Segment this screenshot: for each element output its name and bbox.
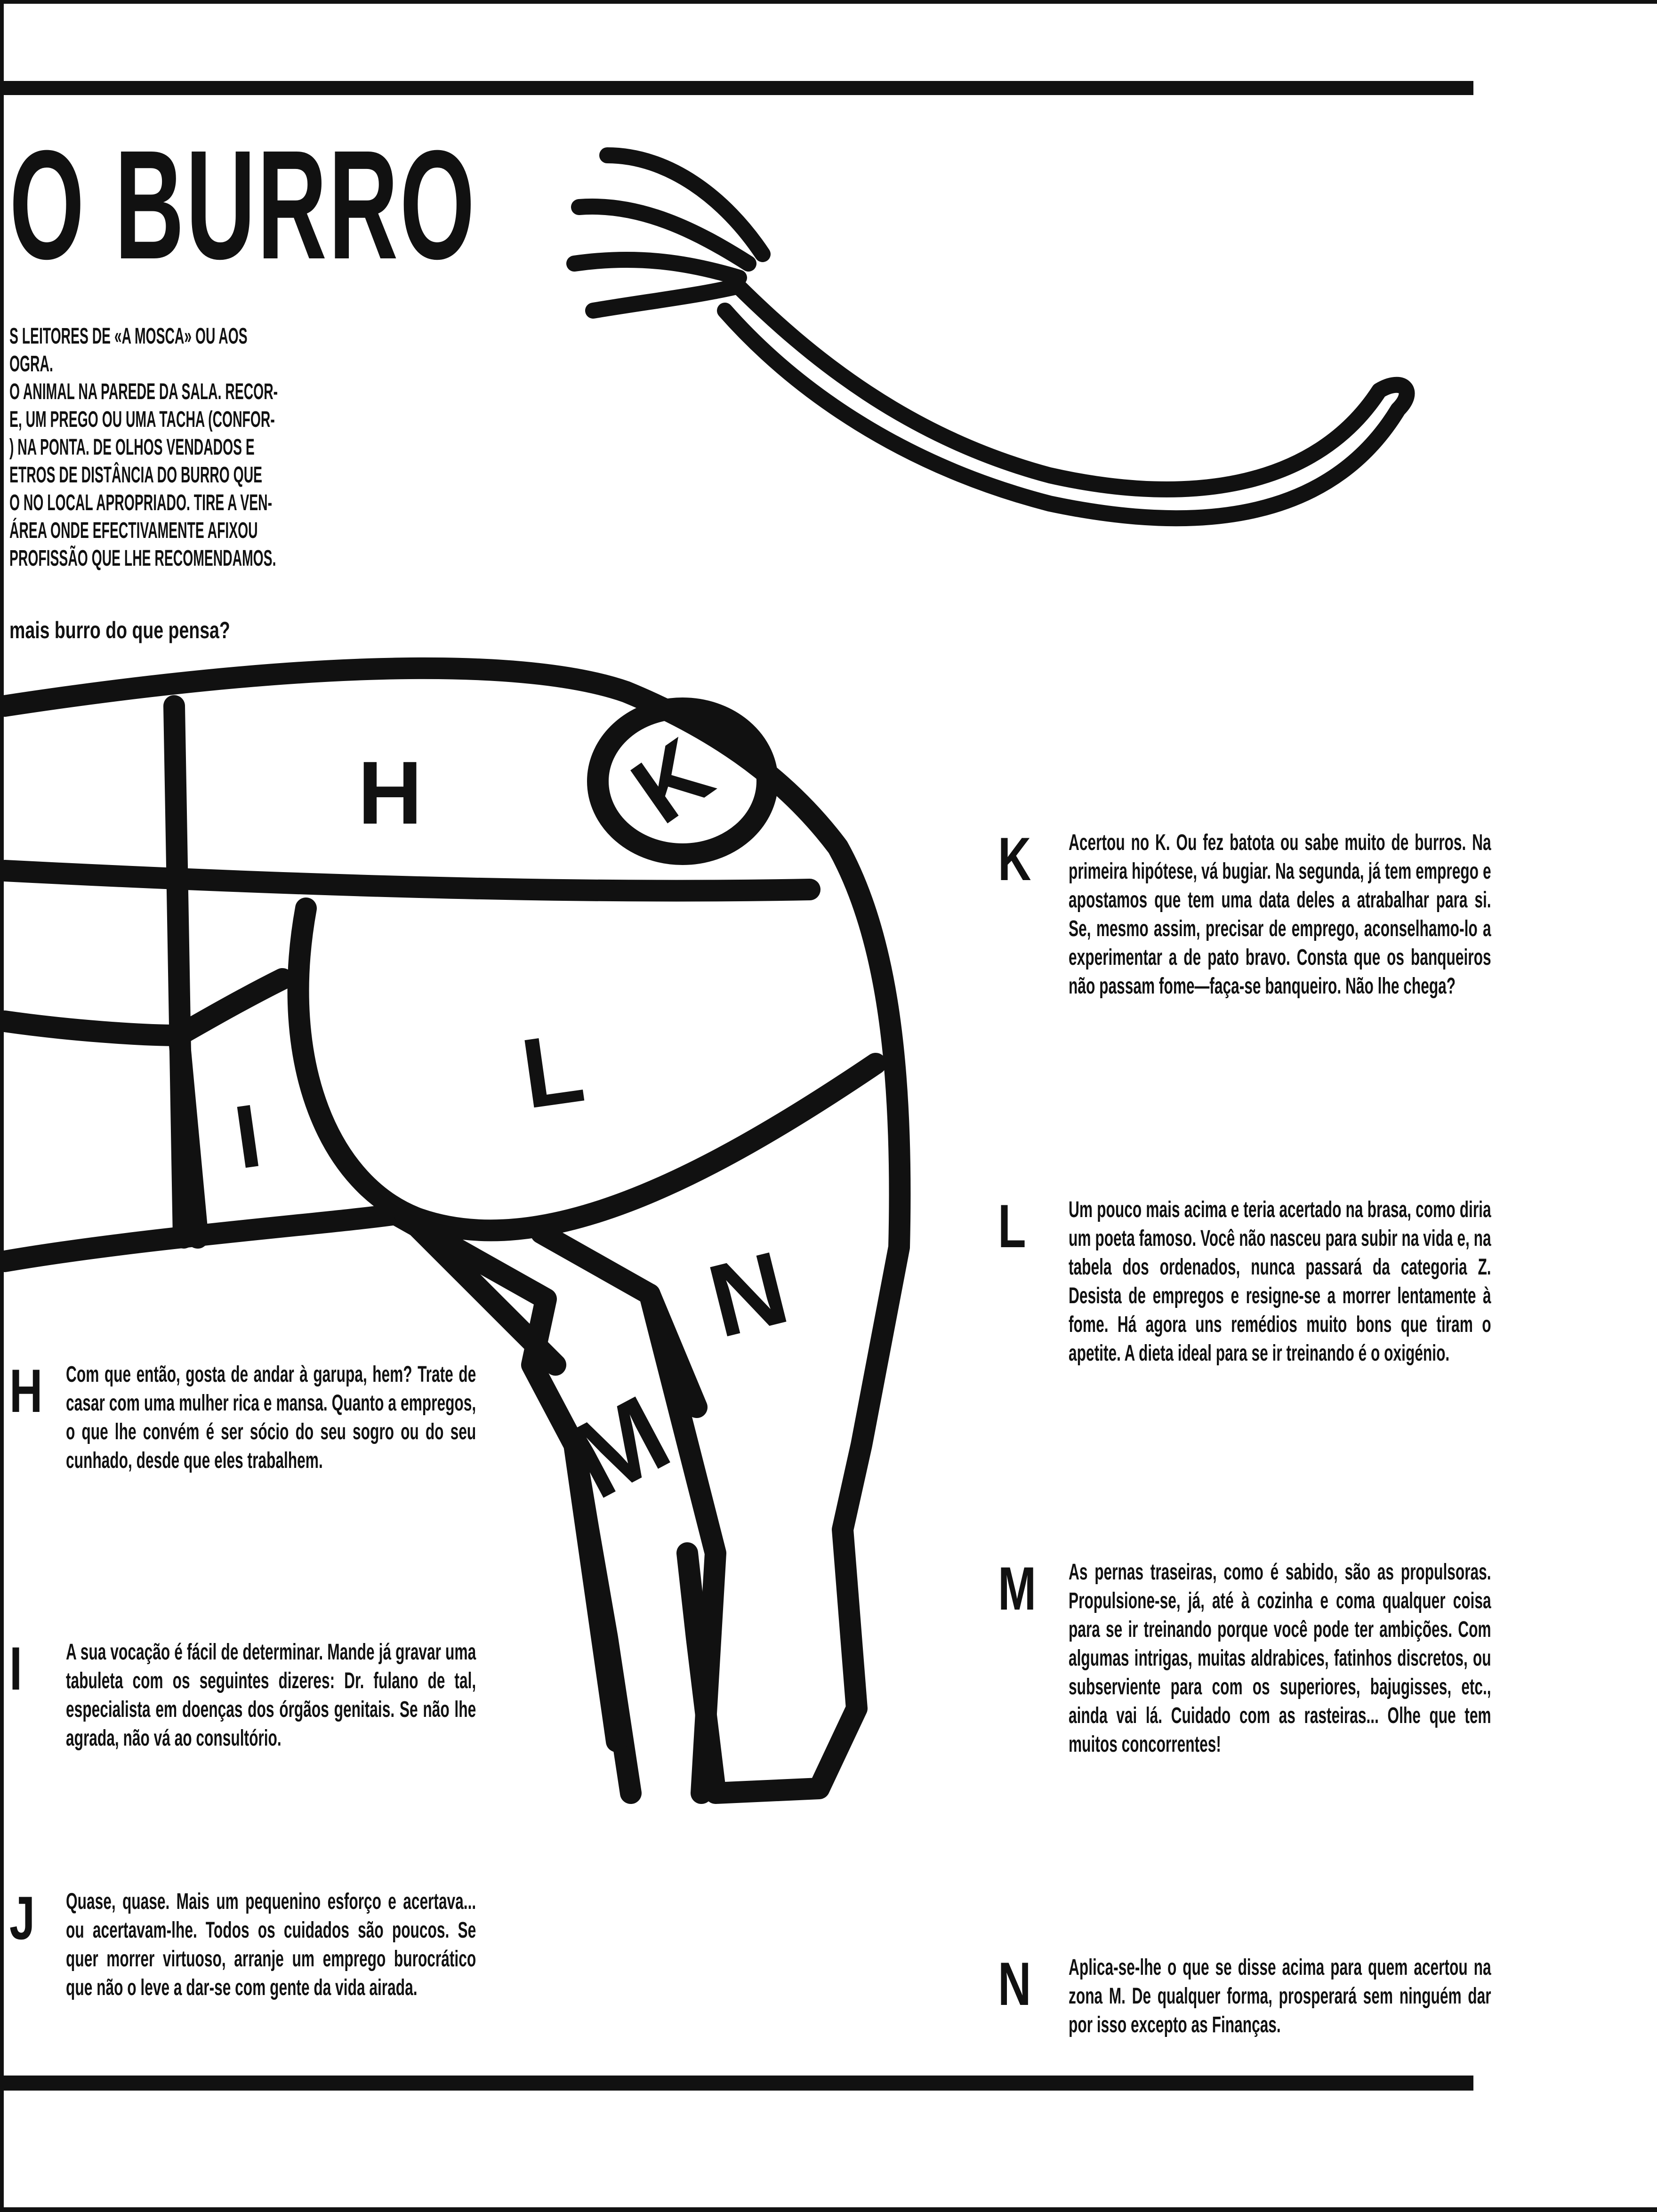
tail-icon <box>574 155 1407 518</box>
intro-line: E, UM PREGO OU UMA TACHA (CONFOR- <box>9 407 275 432</box>
entry-letter: M <box>998 1554 1037 1623</box>
entry-text: Quase, quase. Mais um pequenino esforço e acertava... ou acertavam-lhe. Todos os cuidados são poucos. Se quer morrer virtuoso, arranje um emprego burocrático que não o leve a dar-se com gente da vida airada. <box>66 1889 476 2000</box>
intro-line: OGRA. <box>9 352 53 377</box>
entry-letter: K <box>998 825 1031 893</box>
article-title: O BURRO <box>9 118 477 291</box>
intro-line: O NO LOCAL APROPRIADO. TIRE A VEN- <box>9 490 273 515</box>
entry-text: As pernas traseiras, como é sabido, são as propulsoras. Propulsione-se, já, até à cozinha e coma qualquer coisa para se ir treinando porque você pode ter ambições. Com algumas intrigas, muitas aldrabices, fatinhos discretos, ou subserviente para com os superiores, bajugisses, etc., ainda vai lá. Cuidado com as rasteiras... Olhe que tem muitos concorrentes! <box>1069 1560 1491 1757</box>
entry-letter: I <box>9 1634 23 1703</box>
intro-line: ) NA PONTA. DE OLHOS VENDADOS E <box>9 435 255 460</box>
entry-letter: J <box>9 1883 35 1952</box>
intro-line: ETROS DE DISTÂNCIA DO BURRO QUE <box>9 463 263 488</box>
entry-text: Com que então, gosta de andar à garupa, hem? Trate de casar com uma mulher rica e mansa. Quanto a empregos, o que lhe convém é ser sócio do seu sogro ou do seu cunhado, desde que eles trabalhem. <box>66 1362 476 1473</box>
zone-letter-h: H <box>358 743 423 843</box>
zone-letter-l: L <box>515 1011 590 1130</box>
zone-letter-n: N <box>698 1229 799 1360</box>
entry-text: A sua vocação é fácil de determinar. Mande já gravar uma tabuleta com os seguintes dizeres: Dr. fulano de tal, especialista em doenças dos órgãos genitais. Se não lhe agrada, não vá ao consultório. <box>66 1640 476 1751</box>
entry-letter: L <box>998 1192 1026 1260</box>
entry-text: Um pouco mais acima e teria acertado na brasa, como diria um poeta famoso. Você não nasceu para subir na vida e, na tabela dos ordenados, nunca passará da categoria Z. Desista de empregos e resigne-se a morrer lentamente à fome. Há agora uns remédios muito bons que tiram o apetite. A dieta ideal para se ir treinando é o oxigénio. <box>1069 1197 1491 1366</box>
zone-letter-k: K <box>613 718 730 844</box>
intro-line: PROFISSÃO QUE LHE RECOMENDAMOS. <box>9 546 276 571</box>
entry-text: Aplica-se-lhe o que se disse acima para quem acertou na zona M. De qualquer forma, prosperará sem ninguém dar por isso excepto as Finanças. <box>1069 1955 1491 2037</box>
zone-letter-m: M <box>551 1372 688 1522</box>
intro-line: ÁREA ONDE EFECTIVAMENTE AFIXOU <box>9 518 258 543</box>
zone-letter-i: I <box>228 1085 267 1188</box>
entry-text: Acertou no K. Ou fez batota ou sabe muito de burros. Na primeira hipótese, vá bugiar. Na segunda, já tem emprego e apostamos que tem uma data deles a atrabalhar para si. Se, mesmo assim, precisar de emprego, aconselhamo-lo a experimentar a de pato bravo. Consta que os banqueiros não passam fome—faça-se banqueiro. Não lhe chega? <box>1069 830 1491 999</box>
question-line: mais burro do que pensa? <box>9 617 230 643</box>
intro-line: S LEITORES DE «A MOSCA» OU AOS <box>9 324 248 349</box>
intro-line: O ANIMAL NA PAREDE DA SALA. RECOR- <box>9 379 278 404</box>
entry-letter: N <box>998 1949 1031 2018</box>
entry-letter: H <box>9 1356 43 1425</box>
